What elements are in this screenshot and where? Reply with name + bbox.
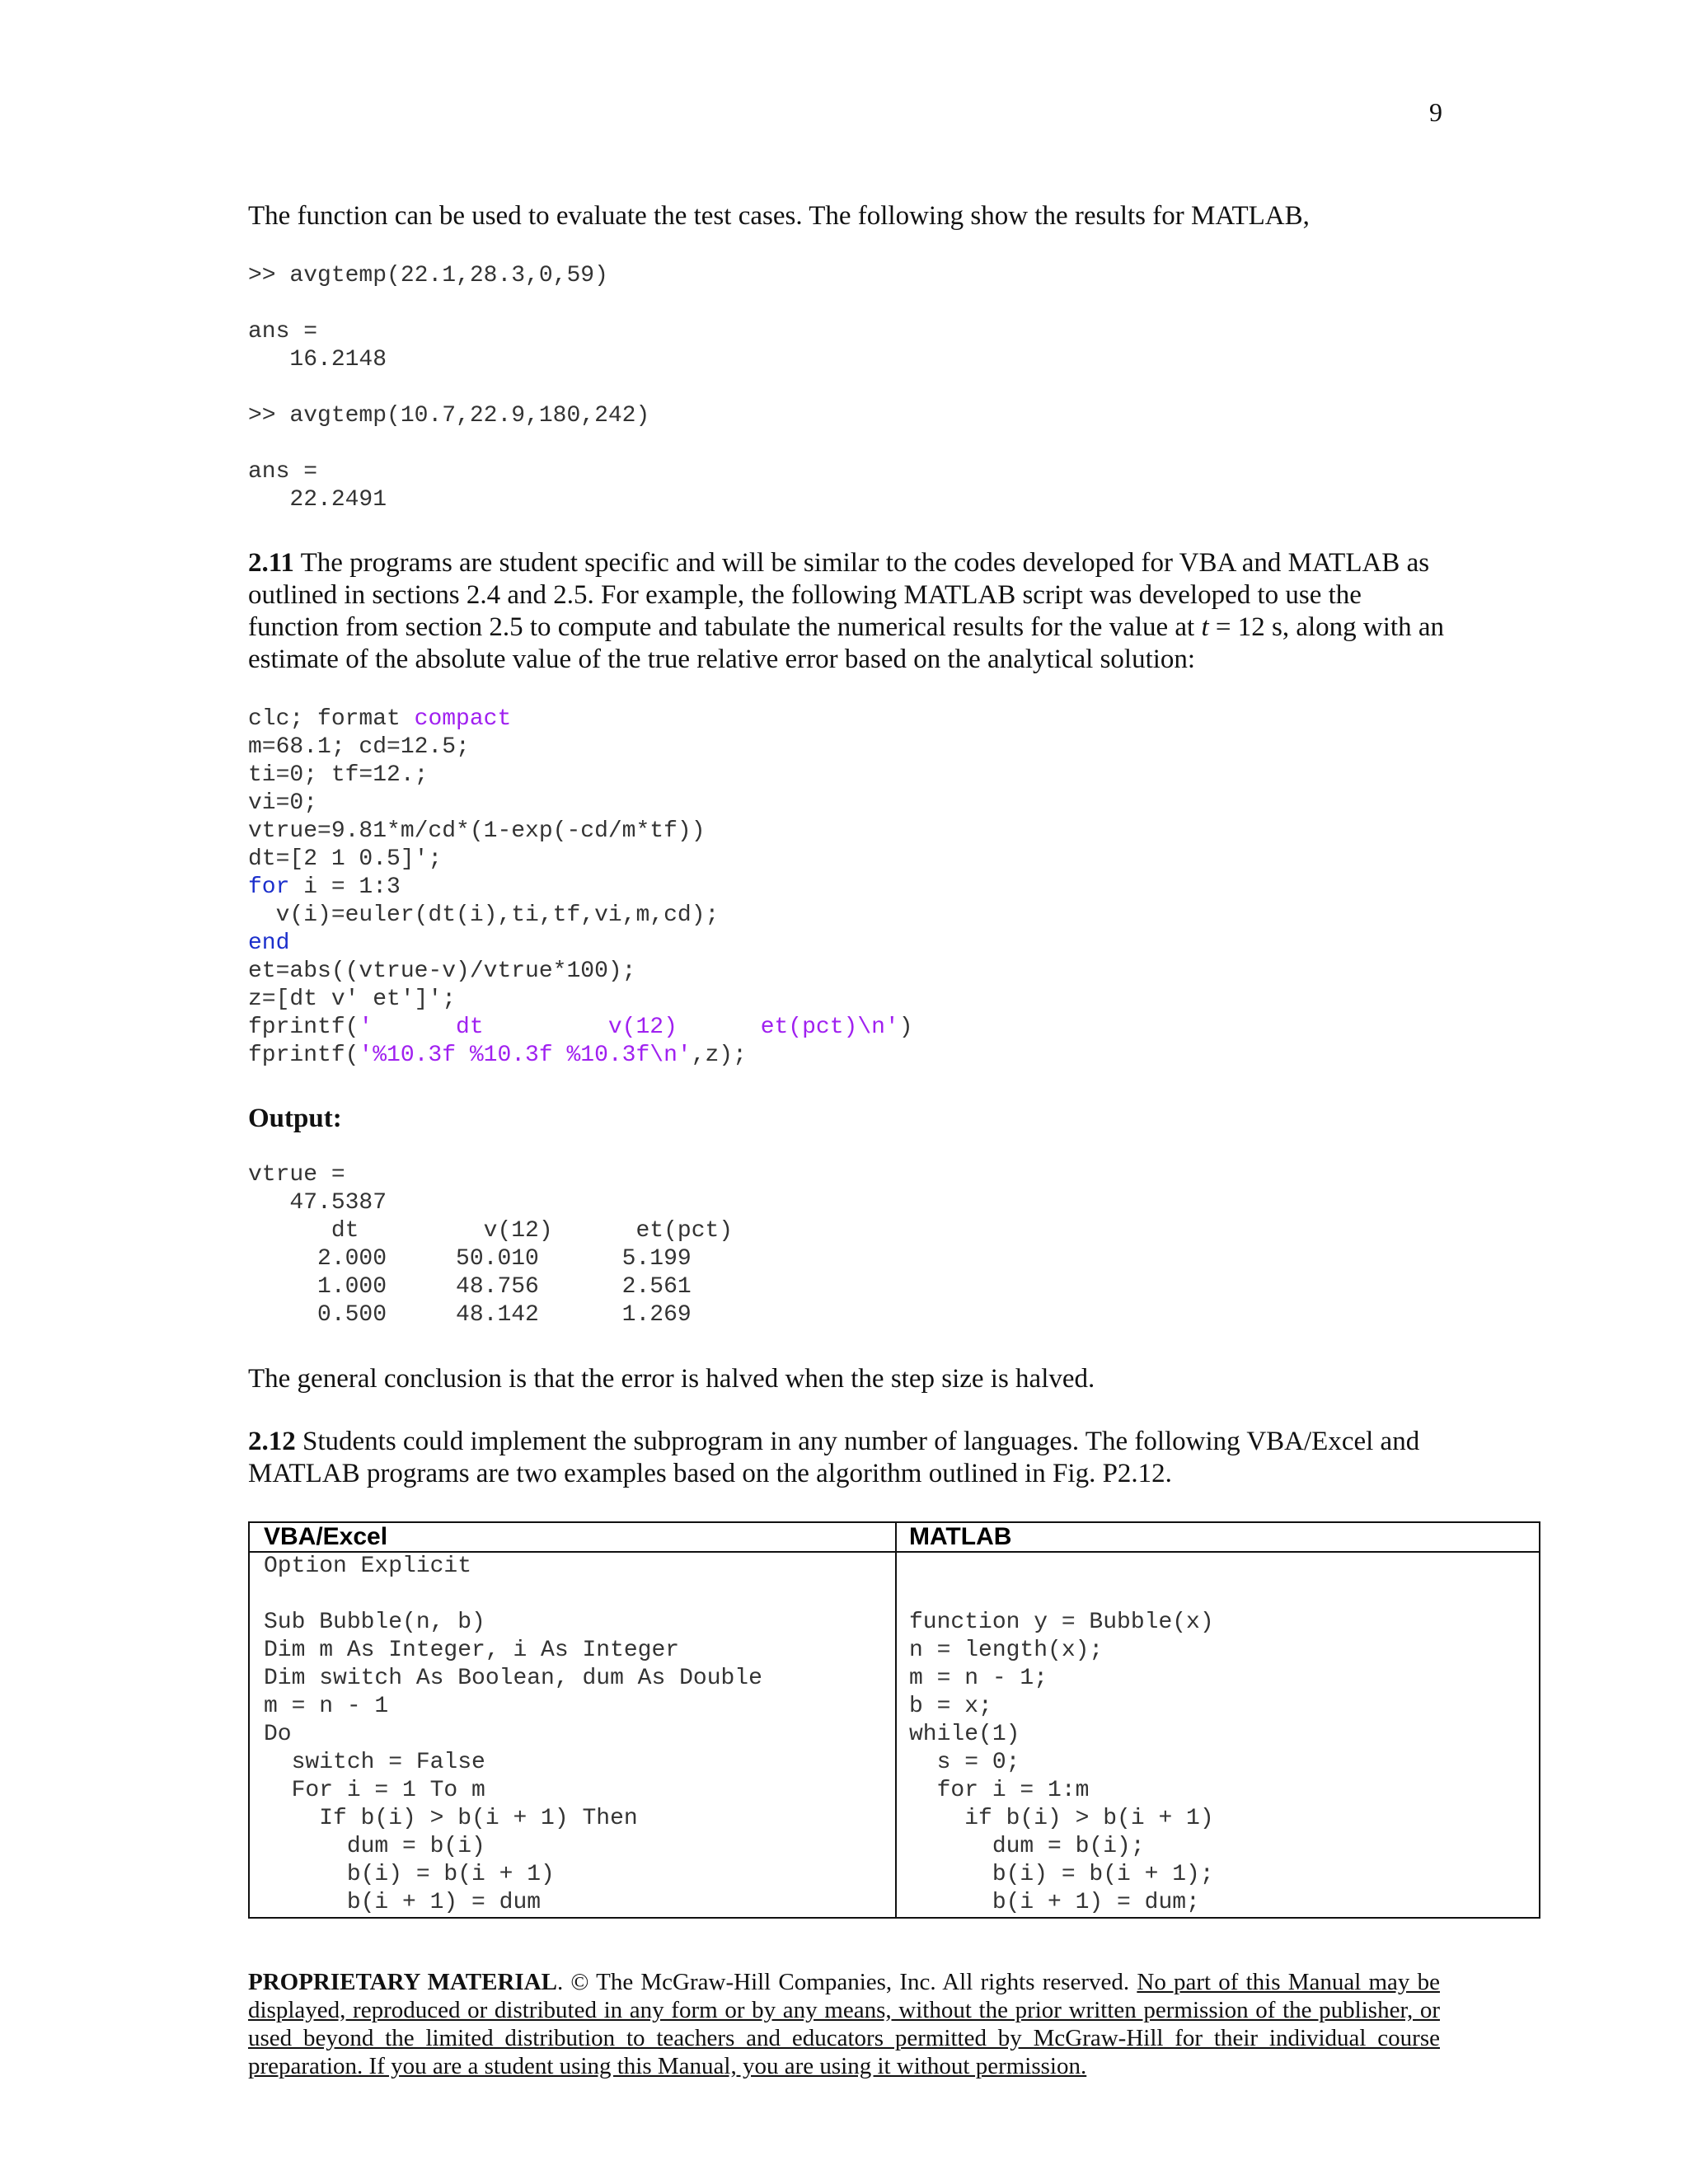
code-line: while(1) — [909, 1722, 1020, 1747]
problem-2-12-paragraph — [248, 1426, 1451, 1490]
code-line: fprintf( — [248, 1043, 359, 1068]
code-string: compact — [414, 706, 512, 732]
code-line: If b(i) > b(i + 1) Then — [264, 1806, 638, 1831]
output-line: dt v(12) et(pct) — [248, 1218, 734, 1244]
matlab-session — [248, 262, 649, 514]
code-line: switch = False — [264, 1750, 485, 1775]
code-line: vi=0; — [248, 790, 318, 816]
code-line: b = x; — [909, 1694, 992, 1719]
matlab-script — [248, 705, 913, 1070]
code-keyword: for — [248, 874, 290, 900]
proprietary-label: PROPRIETARY MATERIAL — [248, 1969, 557, 1995]
conclusion-paragraph: The general conclusion is that the error is halved when the step size is halved. — [248, 1364, 1095, 1394]
problem-number: 2.11 — [248, 548, 294, 578]
code-string: ' dt v(12) et(pct)\n' — [359, 1015, 899, 1040]
code-line: n = length(x); — [909, 1638, 1104, 1663]
code-line: For i = 1 To m — [264, 1778, 485, 1803]
session-ans-label-1: ans = — [248, 319, 318, 344]
code-line: b(i + 1) = dum — [264, 1890, 542, 1915]
matlab-header: MATLAB — [895, 1523, 1539, 1553]
code-line: Option Explicit — [264, 1554, 472, 1579]
page-number: 9 — [1429, 97, 1442, 127]
output-line: 47.5387 — [248, 1190, 387, 1216]
code-line: z=[dt v' et']'; — [248, 987, 457, 1012]
code-line: Do — [264, 1722, 292, 1747]
script-output — [248, 1161, 733, 1329]
session-command-2: >> avgtemp(10.7,22.9,180,242) — [248, 403, 650, 429]
code-line: ti=0; tf=12.; — [248, 762, 429, 788]
session-command-1: >> avgtemp(22.1,28.3,0,59) — [248, 263, 608, 288]
code-comparison-table — [248, 1521, 1540, 1919]
code-line: Dim switch As Boolean, dum As Double — [264, 1666, 762, 1691]
code-line: clc; format — [248, 706, 415, 732]
variable-t: t — [1201, 612, 1209, 642]
matlab-column — [895, 1523, 1539, 1917]
output-line: vtrue = — [248, 1162, 345, 1188]
code-line: vtrue=9.81*m/cd*(1-exp(-cd/m*tf)) — [248, 818, 706, 844]
vba-header: VBA/Excel — [250, 1523, 895, 1553]
code-string: '%10.3f %10.3f %10.3f\n' — [359, 1043, 692, 1068]
problem-text: Students could implement the subprogram in any number of languages. The following VBA/Excel and MATLAB programs are two examples based on the algorithm outlined in Fig. P2.12. — [248, 1427, 1420, 1488]
vba-column — [250, 1523, 897, 1917]
copyright-notice — [248, 1968, 1440, 2080]
code-line: fprintf( — [248, 1015, 359, 1040]
code-line: dum = b(i) — [264, 1834, 485, 1859]
session-ans-value-2: 22.2491 — [248, 487, 387, 513]
code-line: Dim m As Integer, i As Integer — [264, 1638, 680, 1663]
code-line: b(i) = b(i + 1); — [909, 1862, 1214, 1887]
copyright-text: . © The McGraw-Hill Companies, Inc. All rights reserved. — [556, 1969, 1137, 1995]
problem-2-11-paragraph — [248, 547, 1451, 676]
code-line: dt=[2 1 0.5]'; — [248, 846, 443, 872]
code-line: Sub Bubble(n, b) — [264, 1610, 485, 1635]
problem-text: The programs are student specific and will be similar to the codes developed for VBA and MATLAB as outlined in sections 2.4 and 2.5. For example, the following MATLAB script was developed to use the function from section 2.5 to compute and tabulate the numerical results for the value at — [248, 548, 1430, 642]
session-ans-value-1: 16.2148 — [248, 347, 387, 373]
code-line: m = n - 1; — [909, 1666, 1048, 1691]
code-line: m = n - 1 — [264, 1694, 389, 1719]
problem-number: 2.12 — [248, 1427, 296, 1456]
vba-code — [250, 1553, 895, 1917]
code-line: ) — [898, 1015, 913, 1040]
code-line: ,z); — [691, 1043, 747, 1068]
problem-text-end: = 12 s, along with an estimate of the absolute value of the true relative error based on the analytical solution: — [248, 612, 1444, 674]
code-line: b(i + 1) = dum; — [909, 1890, 1200, 1915]
code-line: function y = Bubble(x) — [909, 1610, 1214, 1635]
permission-text: No part of this Manual may be displayed, reproduced or distributed in any form or by any means, without the prior written permission of the publisher, or used beyond the limited distribution to teachers and educators permitted by McGraw-Hill for their individual course preparation. If you are a student using this Manual, you are using it without permission. — [248, 1969, 1440, 2079]
code-line: dum = b(i); — [909, 1834, 1145, 1859]
output-line: 0.500 48.142 1.269 — [248, 1302, 692, 1328]
code-keyword: end — [248, 930, 290, 956]
code-line: m=68.1; cd=12.5; — [248, 734, 470, 760]
output-heading: Output: — [248, 1104, 342, 1133]
code-line: if b(i) > b(i + 1) — [909, 1806, 1214, 1831]
code-line: for i = 1:m — [909, 1778, 1090, 1803]
intro-paragraph: The function can be used to evaluate the test cases. The following show the results for MATLAB, — [248, 201, 1310, 231]
code-line: v(i)=euler(dt(i),ti,tf,vi,m,cd); — [248, 902, 720, 928]
code-line: et=abs((vtrue-v)/vtrue*100); — [248, 958, 636, 984]
matlab-code — [895, 1553, 1539, 1917]
code-line: i = 1:3 — [289, 874, 401, 900]
code-line: b(i) = b(i + 1) — [264, 1862, 555, 1887]
output-line: 2.000 50.010 5.199 — [248, 1246, 692, 1272]
session-ans-label-2: ans = — [248, 459, 318, 485]
output-line: 1.000 48.756 2.561 — [248, 1274, 692, 1300]
code-line: s = 0; — [909, 1750, 1020, 1775]
